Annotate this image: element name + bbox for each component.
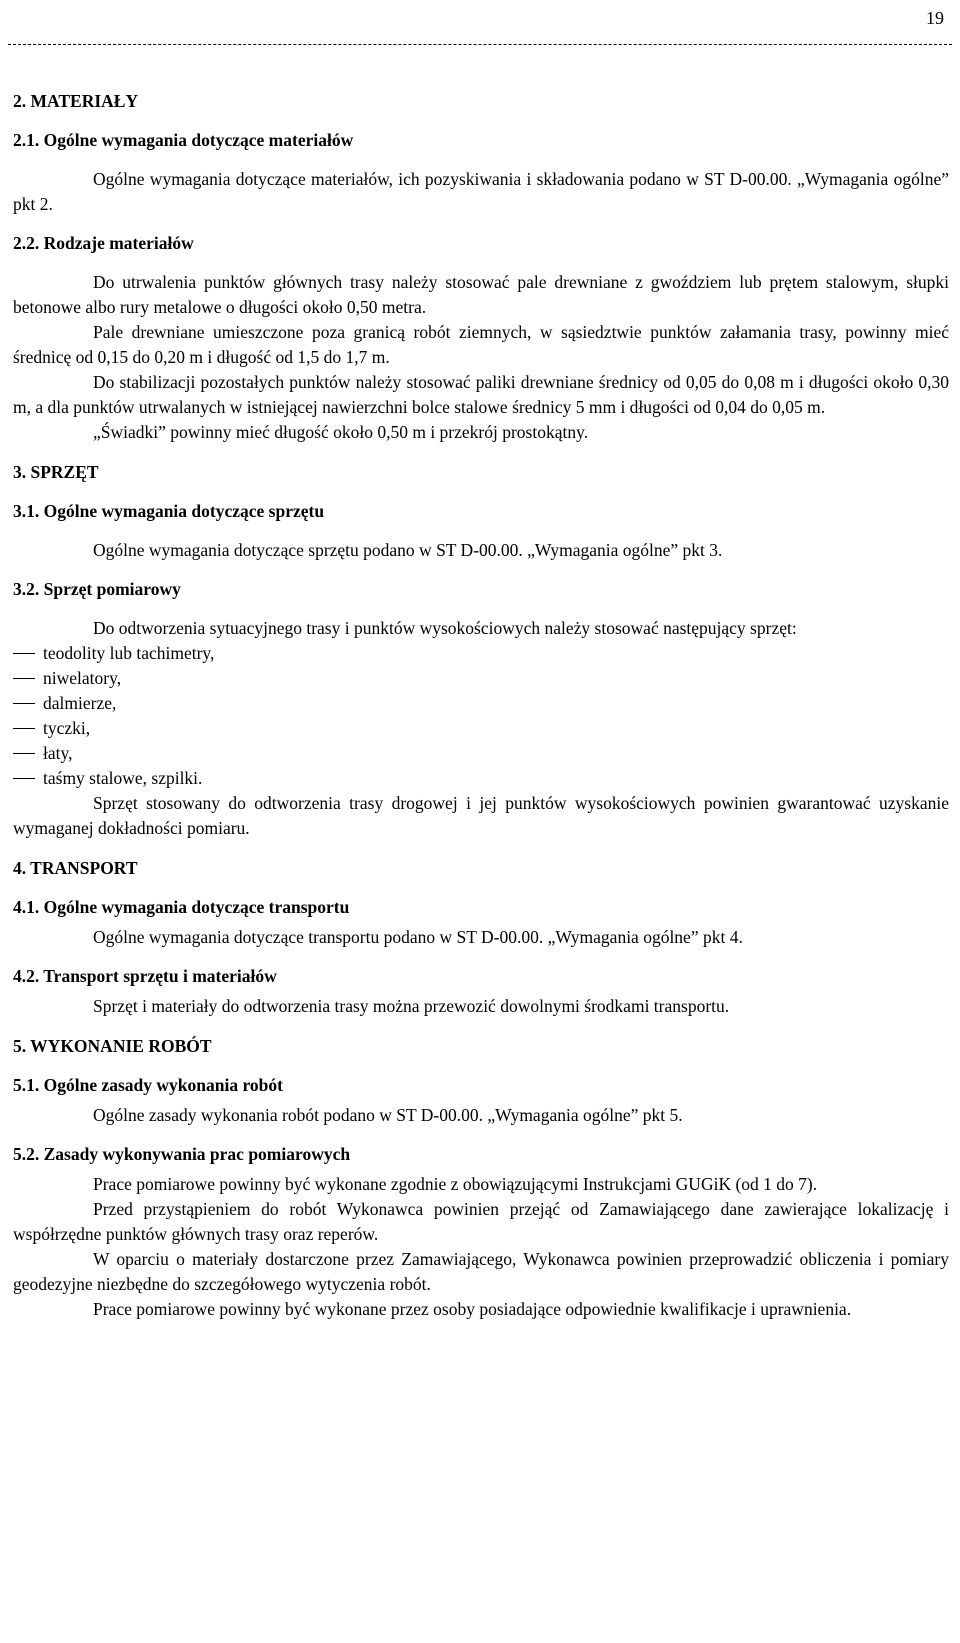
section-5-heading: 5. WYKONANIE ROBÓT (13, 1036, 212, 1056)
section-3-heading: 3. SPRZĘT (13, 462, 99, 482)
section-5-2-paragraph-4: Prace pomiarowe powinny być wykonane przez osoby posiadające odpowiednie kwalifikacje i uprawnienia. (93, 1299, 852, 1319)
section-5-2-paragraph-1: Prace pomiarowe powinny być wykonane zgodnie z obowiązującymi Instrukcjami GUGiK (od 1 do 7). (93, 1174, 818, 1194)
list-item: niwelatory, (13, 666, 949, 691)
section-3-2-heading: 3.2. Sprzęt pomiarowy (13, 579, 181, 599)
section-5-1-heading: 5.1. Ogólne zasady wykonania robót (13, 1075, 283, 1095)
list-item: taśmy stalowe, szpilki. (13, 766, 949, 791)
section-3-1-heading: 3.1. Ogólne wymagania dotyczące sprzętu (13, 501, 325, 521)
section-4-1-heading: 4.1. Ogólne wymagania dotyczące transportu (13, 897, 350, 917)
section-2-2-paragraph-2: Pale drewniane umieszczone poza granicą robót ziemnych, w sąsiedztwie punktów załamania trasy, powinny mieć średnicę od 0,15 do 0,20 m i długość od 1,5 do 1,7 m. (13, 322, 949, 367)
section-2-2-paragraph-4: „Świadki” powinny mieć długość około 0,50 m i przekrój prostokątny. (93, 422, 589, 442)
section-4-heading: 4. TRANSPORT (13, 858, 138, 878)
section-2-1-heading: 2.1. Ogólne wymagania dotyczące materiałów (13, 130, 354, 150)
section-5-2-heading: 5.2. Zasady wykonywania prac pomiarowych (13, 1144, 351, 1164)
section-5-1-paragraph: Ogólne zasady wykonania robót podano w ST D-00.00. „Wymagania ogólne” pkt 5. (93, 1105, 683, 1125)
section-5-2-paragraph-3: W oparciu o materiały dostarczone przez Zamawiającego, Wykonawca powinien przeprowadzić obliczenia i pomiary geodezyjne niezbędne do szczegółowego wytyczenia robót. (13, 1249, 949, 1294)
header-divider (8, 44, 952, 45)
list-item: łaty, (13, 741, 949, 766)
section-2-2-heading: 2.2. Rodzaje materiałów (13, 233, 194, 253)
section-5-2-paragraph-2: Przed przystąpieniem do robót Wykonawca powinien przejąć od Zamawiającego dane zawierające lokalizację i współrzędne punktów głównych trasy oraz reperów. (13, 1199, 949, 1244)
section-2-2-paragraph-1: Do utrwalenia punktów głównych trasy należy stosować pale drewniane z gwoździem lub prętem stalowym, słupki betonowe albo rury metalowe o długości około 0,50 metra. (13, 272, 949, 317)
section-3-2-paragraph-2: Sprzęt stosowany do odtworzenia trasy drogowej i jej punktów wysokościowych powinien gwarantować uzyskanie wymaganej dokładności pomiaru. (13, 793, 949, 838)
list-item: teodolity lub tachimetry, (13, 641, 949, 666)
section-2-heading: 2. MATERIAŁY (13, 91, 139, 111)
section-3-1-paragraph: Ogólne wymagania dotyczące sprzętu podano w ST D-00.00. „Wymagania ogólne” pkt 3. (93, 540, 723, 560)
document-body (13, 74, 949, 1322)
list-item: tyczki, (13, 716, 949, 741)
section-3-2-paragraph-1: Do odtworzenia sytuacyjnego trasy i punktów wysokościowych należy stosować następujący sprzęt: (93, 618, 797, 638)
equipment-list (13, 641, 949, 791)
page-number: 19 (926, 8, 944, 28)
section-2-1-paragraph: Ogólne wymagania dotyczące materiałów, ich pozyskiwania i składowania podano w ST D-00.00. „Wymagania ogólne” pkt 2. (13, 169, 949, 214)
section-2-2-paragraph-3: Do stabilizacji pozostałych punktów należy stosować paliki drewniane średnicy od 0,05 do 0,08 m i długości około 0,30 m, a dla punktów utrwalanych w istniejącej nawierzchni bolce stalowe średnicy 5 mm i długości od 0,04 do 0,05 m. (13, 372, 949, 417)
list-item: dalmierze, (13, 691, 949, 716)
section-4-2-heading: 4.2. Transport sprzętu i materiałów (13, 966, 277, 986)
section-4-2-paragraph: Sprzęt i materiały do odtworzenia trasy można przewozić dowolnymi środkami transportu. (93, 996, 730, 1016)
section-4-1-paragraph: Ogólne wymagania dotyczące transportu podano w ST D-00.00. „Wymagania ogólne” pkt 4. (93, 927, 743, 947)
